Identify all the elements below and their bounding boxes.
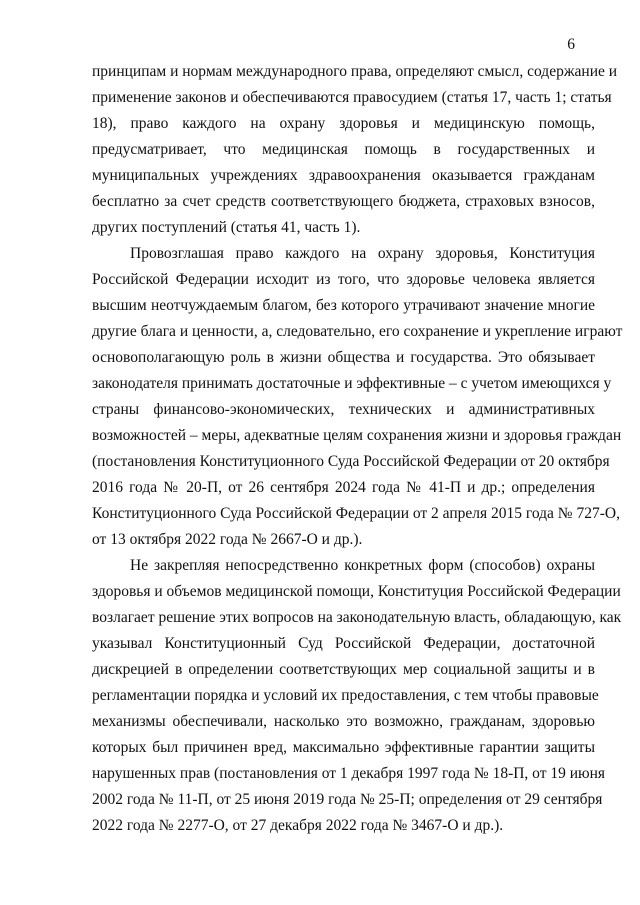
text-line: применение законов и обеспечиваются правосудием (статья 17, часть 1; статья <box>92 89 612 106</box>
text-line: другие блага и ценности, а, следовательно, его сохранение и укрепление играют <box>92 323 623 340</box>
text-line: законодателя принимать достаточные и эффективные – с учетом имеющихся у <box>92 375 612 392</box>
text-line: возможностей – меры, адекватные целям сохранения жизни и здоровья граждан <box>92 427 622 444</box>
text-line: указывал Конституционный Суд Российской Федерации, достаточной <box>92 635 595 652</box>
text-line: возлагает решение этих вопросов на законодательную власть, обладающую, как <box>92 609 622 626</box>
text-line: дискрецией в определении соответствующих мер социальной защиты и в <box>92 661 595 678</box>
text-line: 2016 года № 20-П, от 26 сентября 2024 года № 41-П и др.; определения <box>92 479 595 496</box>
text-line: от 13 октября 2022 года № 2667-О и др.). <box>92 531 363 548</box>
text-line: страны финансово-экономических, технических и административных <box>92 401 595 418</box>
text-line: (постановления Конституционного Суда Российской Федерации от 20 октября <box>92 453 610 470</box>
text-line: механизмы обеспечивали, насколько это возможно, гражданам, здоровью <box>92 713 595 730</box>
text-line: основополагающую роль в жизни общества и государства. Это обязывает <box>92 349 595 366</box>
text-line: которых был причинен вред, максимально эффективные гарантии защиты <box>92 739 595 756</box>
text-line: 18), право каждого на охрану здоровья и медицинскую помощь, <box>92 115 595 132</box>
text-line: 2022 года № 2277-О, от 27 декабря 2022 года № 3467-О и др.). <box>92 817 504 834</box>
text-line: других поступлений (статья 41, часть 1). <box>92 219 361 236</box>
paragraph-2 <box>92 241 623 553</box>
page-number: 6 <box>567 36 575 53</box>
text-line: принципам и нормам международного права, определяют смысл, содержание и <box>92 63 618 80</box>
text-line: высшим неотчуждаемым благом, без которого утрачивают значение многие <box>92 297 595 314</box>
text-line: муниципальных учреждениях здравоохранения оказывается гражданам <box>92 167 595 184</box>
text-line: предусматривает, что медицинская помощь в государственных и <box>92 141 595 158</box>
document-body <box>92 59 623 839</box>
text-line: Конституционного Суда Российской Федерации от 2 апреля 2015 года № 727-О, <box>92 505 620 522</box>
paragraph-3 <box>92 553 622 839</box>
text-line: Провозглашая право каждого на охрану здоровья, Конституция <box>130 245 595 262</box>
text-line: регламентации порядка и условий их предоставления, с тем чтобы правовые <box>92 687 599 704</box>
text-line: здоровья и объемов медицинской помощи, Конституция Российской Федерации <box>92 583 621 600</box>
text-line: нарушенных прав (постановления от 1 декабря 1997 года № 18-П, от 19 июня <box>92 765 606 782</box>
text-line: Не закрепляя непосредственно конкретных форм (способов) охраны <box>130 557 595 574</box>
text-line: 2002 года № 11-П, от 25 июня 2019 года № 25-П; определения от 29 сентября <box>92 791 603 808</box>
text-line: Российской Федерации исходит из того, что здоровье человека является <box>92 271 595 288</box>
paragraph-1 <box>92 59 618 241</box>
text-line: бесплатно за счет средств соответствующего бюджета, страховых взносов, <box>92 193 595 210</box>
